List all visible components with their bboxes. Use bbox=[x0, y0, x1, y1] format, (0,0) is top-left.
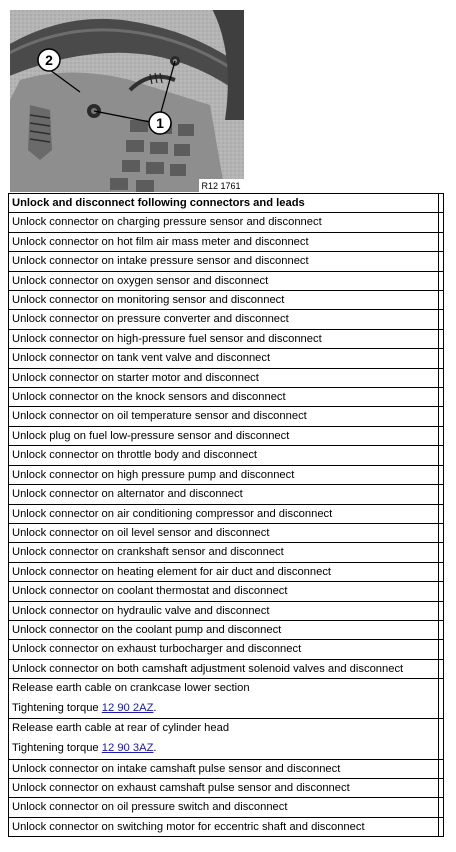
table-row bbox=[9, 232, 444, 251]
table-row bbox=[9, 798, 444, 817]
step-text: Unlock connector on pressure converter and disconnect bbox=[9, 310, 439, 329]
step-text: Unlock connector on high-pressure fuel sensor and disconnect bbox=[9, 329, 439, 348]
engine-figure bbox=[10, 10, 244, 192]
step-text: Unlock connector on the coolant pump and disconnect bbox=[9, 620, 439, 639]
table-row bbox=[9, 543, 444, 562]
table-header: Unlock and disconnect following connectors and leads bbox=[9, 194, 439, 213]
step-text: Unlock connector on coolant thermostat and disconnect bbox=[9, 582, 439, 601]
step-text: Unlock connector on hydraulic valve and disconnect bbox=[9, 601, 439, 620]
table-header-row bbox=[9, 194, 444, 213]
svg-text:1: 1 bbox=[156, 115, 164, 131]
table-row bbox=[9, 368, 444, 387]
torque-line bbox=[12, 699, 435, 719]
step-text: Unlock connector on monitoring sensor and disconnect bbox=[9, 291, 439, 310]
step-text: Unlock connector on throttle body and disconnect bbox=[9, 446, 439, 465]
torque-suffix: . bbox=[153, 741, 157, 754]
table-row bbox=[9, 291, 444, 310]
step-text: Unlock connector on air conditioning compressor and disconnect bbox=[9, 504, 439, 523]
table-row bbox=[9, 719, 444, 759]
table-row bbox=[9, 407, 444, 426]
table-row bbox=[9, 465, 444, 484]
step-text: Unlock connector on exhaust turbocharger and disconnect bbox=[9, 640, 439, 659]
step-text: Unlock connector on switching motor for eccentric shaft and disconnect bbox=[9, 817, 439, 836]
figure-ref-code: R12 1761 bbox=[201, 181, 241, 191]
torque-spec-link[interactable]: 12 90 3AZ bbox=[101, 741, 154, 754]
table-row bbox=[9, 778, 444, 797]
table-row bbox=[9, 271, 444, 290]
step-text: Unlock connector on oil temperature sensor and disconnect bbox=[9, 407, 439, 426]
table-row bbox=[9, 446, 444, 465]
torque-label: Tightening torque bbox=[12, 701, 99, 714]
table-row bbox=[9, 485, 444, 504]
table-row bbox=[9, 659, 444, 678]
step-text: Unlock connector on charging pressure sensor and disconnect bbox=[9, 213, 439, 232]
engine-illustration bbox=[10, 10, 244, 192]
step-text: Release earth cable on crankcase lower section bbox=[12, 682, 250, 695]
table-row bbox=[9, 252, 444, 271]
step-text: Unlock connector on alternator and disconnect bbox=[9, 485, 439, 504]
table-row bbox=[9, 329, 444, 348]
table-row bbox=[9, 504, 444, 523]
table-row bbox=[9, 759, 444, 778]
earth-cable-step bbox=[9, 679, 439, 719]
torque-suffix: . bbox=[153, 701, 157, 714]
step-text: Unlock connector on starter motor and disconnect bbox=[9, 368, 439, 387]
table-row bbox=[9, 817, 444, 836]
step-text: Unlock connector on high pressure pump and disconnect bbox=[9, 465, 439, 484]
step-text: Unlock connector on heating element for air duct and disconnect bbox=[9, 562, 439, 581]
torque-line bbox=[12, 739, 435, 759]
step-text: Unlock connector on intake camshaft pulse sensor and disconnect bbox=[9, 759, 439, 778]
table-row bbox=[9, 601, 444, 620]
step-text: Unlock connector on oil pressure switch and disconnect bbox=[9, 798, 439, 817]
step-text: Unlock connector on intake pressure sensor and disconnect bbox=[9, 252, 439, 271]
step-text: Release earth cable at rear of cylinder head bbox=[12, 722, 230, 735]
table-row bbox=[9, 426, 444, 445]
table-row bbox=[9, 349, 444, 368]
callout-1 bbox=[149, 112, 171, 134]
step-text: Unlock connector on crankshaft sensor and disconnect bbox=[9, 543, 439, 562]
table-row bbox=[9, 640, 444, 659]
step-text: Unlock connector on the knock sensors and disconnect bbox=[9, 388, 439, 407]
table-row bbox=[9, 582, 444, 601]
table-row bbox=[9, 562, 444, 581]
table-row bbox=[9, 523, 444, 542]
table-row bbox=[9, 310, 444, 329]
table-row bbox=[9, 213, 444, 232]
earth-cable-step bbox=[9, 719, 439, 759]
torque-spec-link[interactable]: 12 90 2AZ bbox=[101, 701, 154, 714]
table-row bbox=[9, 620, 444, 639]
step-text: Unlock connector on oil level sensor and disconnect bbox=[9, 523, 439, 542]
table-row bbox=[9, 679, 444, 719]
callout-2 bbox=[38, 49, 60, 71]
step-text: Unlock plug on fuel low-pressure sensor and disconnect bbox=[9, 426, 439, 445]
table-row bbox=[9, 388, 444, 407]
step-text: Unlock connector on both camshaft adjustment solenoid valves and disconnect bbox=[9, 659, 439, 678]
svg-text:2: 2 bbox=[45, 52, 53, 68]
torque-label: Tightening torque bbox=[12, 741, 99, 754]
step-text: Unlock connector on exhaust camshaft pulse sensor and disconnect bbox=[9, 778, 439, 797]
step-text: Unlock connector on tank vent valve and disconnect bbox=[9, 349, 439, 368]
steps-table bbox=[8, 193, 444, 837]
step-text: Unlock connector on oxygen sensor and disconnect bbox=[9, 271, 439, 290]
step-text: Unlock connector on hot film air mass meter and disconnect bbox=[9, 232, 439, 251]
